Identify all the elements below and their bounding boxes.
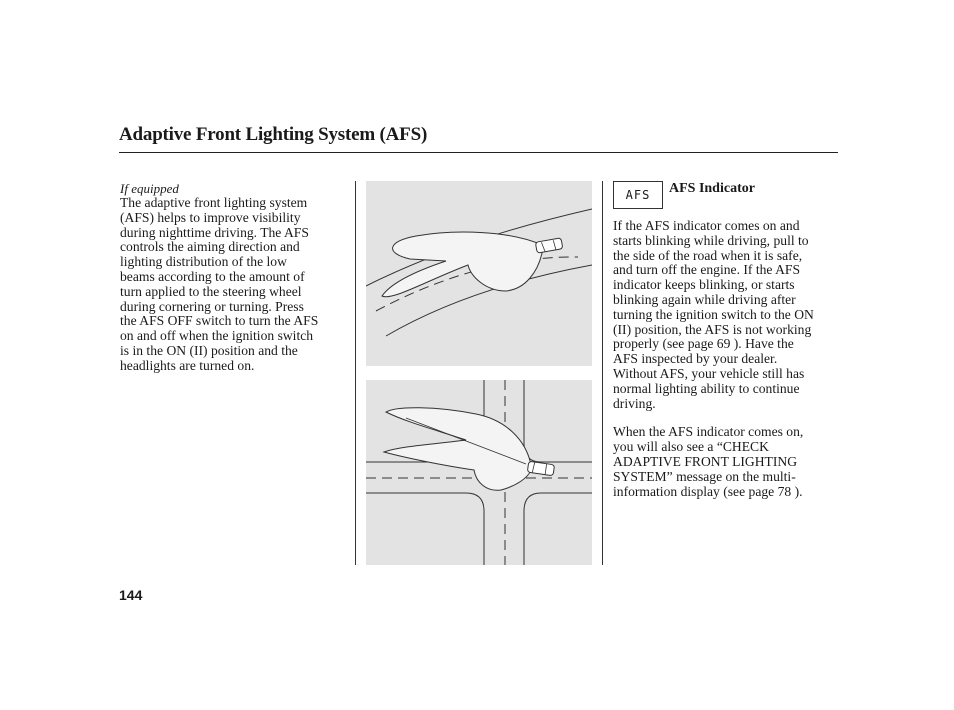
afs-indicator-row <box>613 181 839 211</box>
car-icon <box>535 238 563 253</box>
intersection-illustration <box>366 380 592 565</box>
if-equipped-note: If equipped <box>120 181 179 196</box>
car-icon <box>527 461 554 476</box>
page-number: 144 <box>119 587 143 603</box>
title-divider <box>119 152 838 153</box>
column-divider-left <box>355 181 356 565</box>
afs-indicator-paragraph-2: When the AFS indicator comes on, you will also see a “CHECK ADAPTIVE FRONT LIGHTING SYSTEM” message on the multi- information display (see page 78 ). <box>613 424 804 499</box>
left-column <box>120 181 348 374</box>
afs-indicator-heading: AFS Indicator <box>669 181 755 196</box>
afs-indicator-paragraph-1: If the AFS indicator comes on and starts blinking while driving, pull to the side of the road when it is safe, and turn off the engine. If the AFS indicator keeps blinking, or starts blinking again while driving after turning the ignition switch to the ON (II) position, the AFS is not working properly (see page 69 ). Have the AFS inspected by your dealer. Without AFS, your vehicle still has normal lighting ability to continue driving. <box>613 218 814 411</box>
afs-indicator-icon: AFS <box>613 181 663 209</box>
curve-illustration <box>366 181 592 366</box>
column-divider-right <box>602 181 603 565</box>
section-title: Adaptive Front Lighting System (AFS) <box>119 124 428 145</box>
right-column <box>613 181 839 499</box>
afs-description: The adaptive front lighting system (AFS) helps to improve visibility during nighttime driving. The AFS controls the aiming direction and lighting distribution of the low beams according to the amount of turn applied to the steering wheel during cornering or turning. Press the AFS OFF switch to turn the AFS on and off when the ignition switch is in the ON (II) position and the headlights are turned on. <box>120 195 319 373</box>
intersection-illustration-drawing <box>366 380 592 565</box>
curve-illustration-drawing <box>366 181 592 366</box>
